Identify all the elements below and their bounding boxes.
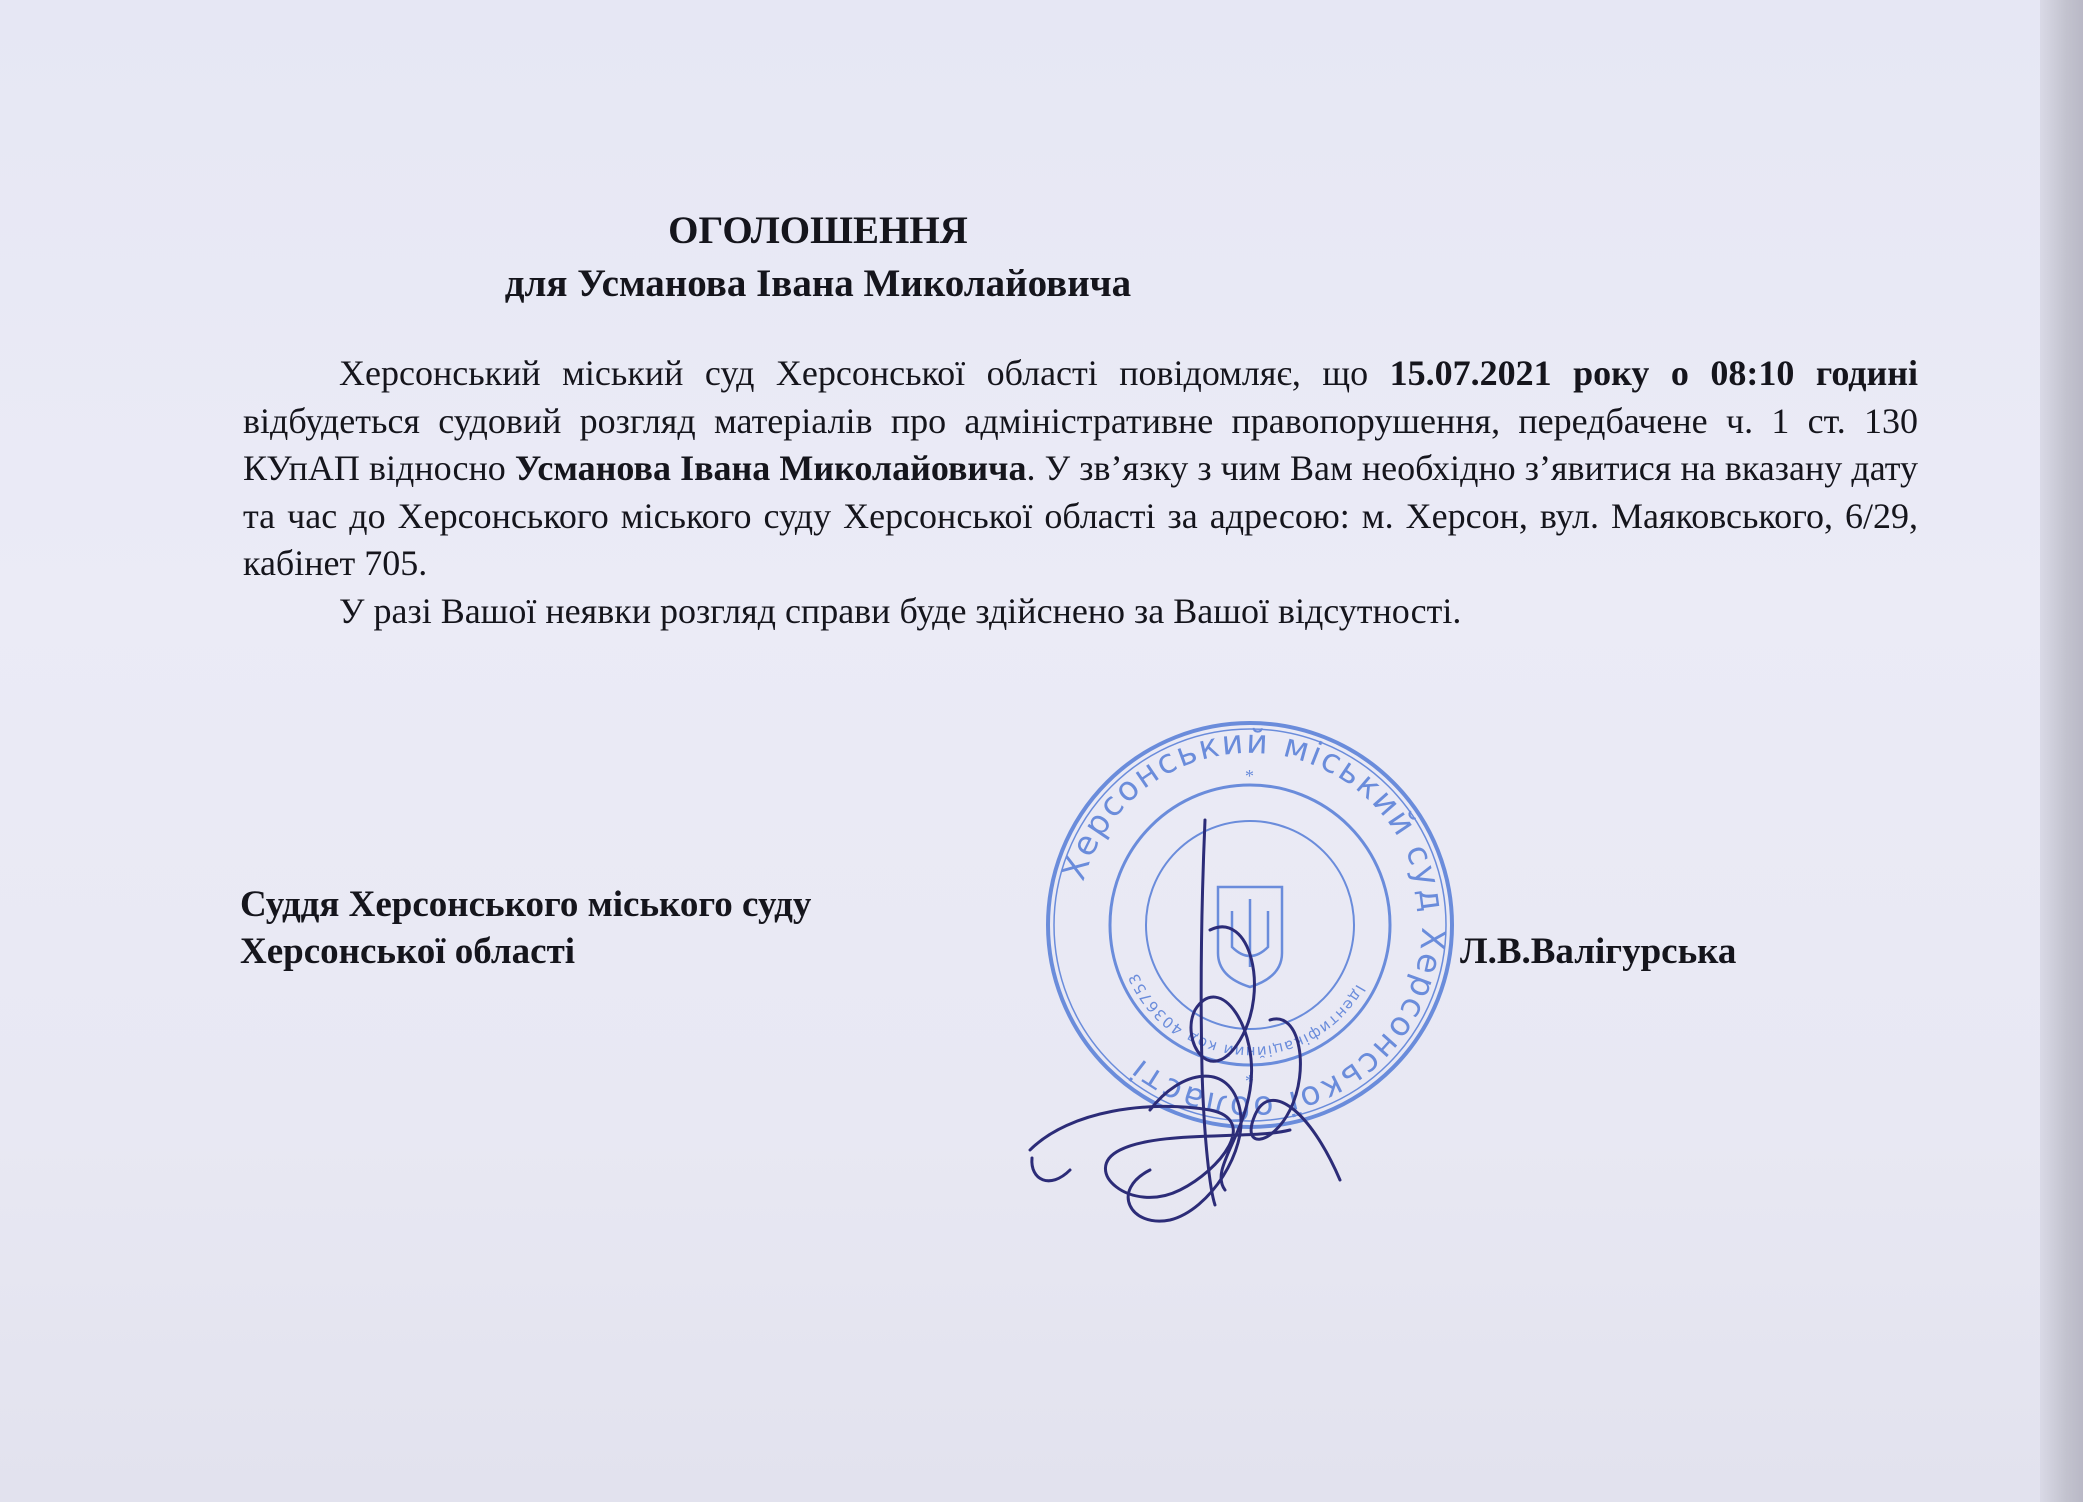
notice-text-part2: відбудеться судовий розгляд матеріалів про адміністративне правопорушення, передбачене ч. 1 ст. 130 КУпАП відносно bbox=[243, 400, 1918, 488]
notice-text-part1: Херсонський міський суд Херсонської області повідомляє, що bbox=[339, 353, 1390, 393]
paper-edge bbox=[2040, 0, 2083, 1502]
document-title: ОГОЛОШЕННЯ bbox=[668, 209, 968, 252]
handwritten-signature bbox=[1010, 810, 1390, 1230]
document-body bbox=[243, 350, 1918, 635]
hearing-datetime: 15.07.2021 року о 08:10 годині bbox=[1389, 353, 1918, 393]
notice-text-part3: . У зв’язку з чим Вам необхідно з’явитися на вказану дату та час до Херсонського міського суду Херсонської області за адресою: м. Херсон, вул. Маяковського, 6/29, кабінет 705. bbox=[243, 448, 1918, 583]
document-subtitle: для Усманова Івана Миколайовича bbox=[504, 262, 1132, 305]
notice-paragraph bbox=[243, 350, 1918, 588]
person-name: Усманова Івана Миколайовича bbox=[514, 448, 1027, 488]
stamp-star-icon: * bbox=[1245, 766, 1254, 786]
stamp-outer-text: Херсонський міський суд Херсонської області bbox=[1053, 721, 1454, 1129]
judge-name: Л.В.Валігурська bbox=[1460, 931, 1737, 972]
stamp-inner-text: Ідентифікаційний код 4036753 bbox=[1124, 969, 1370, 1062]
stamp-star-icon: * bbox=[1245, 1071, 1254, 1091]
judge-position-line1: Суддя Херсонського міського суду bbox=[240, 884, 812, 925]
judge-position-line2: Херсонської області bbox=[240, 931, 576, 972]
absence-paragraph: У разі Вашої неявки розгляд справи буде здійснено за Вашої відсутності. bbox=[339, 590, 1462, 631]
